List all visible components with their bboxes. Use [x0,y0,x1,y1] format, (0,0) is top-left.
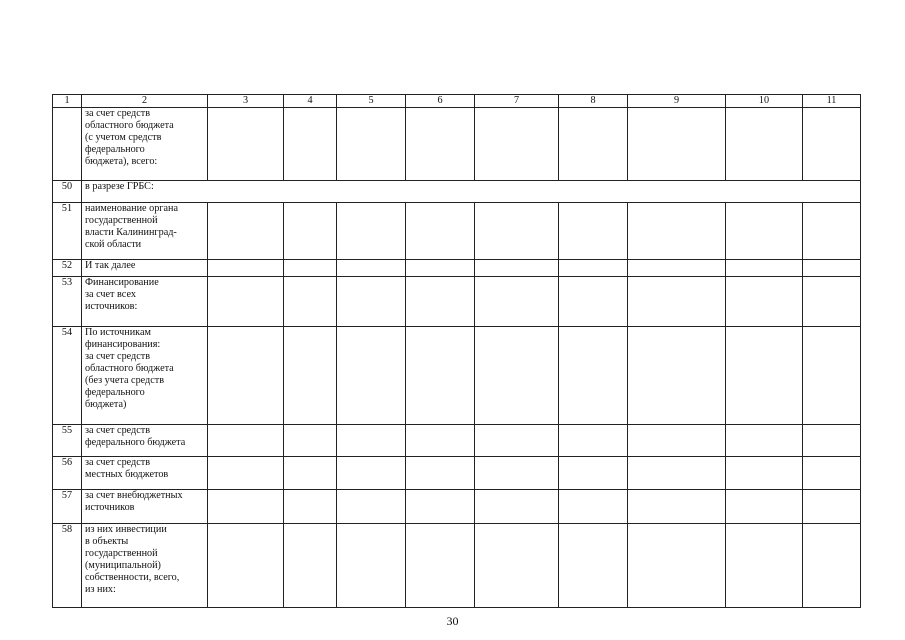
table-cell [406,203,475,260]
table-cell [284,425,337,457]
table-cell [559,425,628,457]
table-cell [475,203,559,260]
table-cell [803,490,861,524]
table-cell [208,524,284,608]
table-cell [337,260,406,277]
row-name: Финансирование за счет всех источников: [82,277,208,327]
table-cell [284,203,337,260]
table-cell [726,524,803,608]
table-cell [208,327,284,425]
table-cell [208,203,284,260]
table-cell [337,524,406,608]
table-cell [803,524,861,608]
table-cell [559,457,628,490]
table-cell [726,277,803,327]
table-cell [284,327,337,425]
table-cell [726,457,803,490]
table-cell [337,277,406,327]
table-cell [284,524,337,608]
column-header: 3 [208,95,284,108]
page-number: 30 [446,614,459,628]
table-cell [475,490,559,524]
table-row [53,203,861,260]
table-cell [559,524,628,608]
table-cell [628,203,726,260]
table-cell [284,490,337,524]
header-row [53,95,861,108]
table-cell [406,457,475,490]
table-cell [406,425,475,457]
row-number: 57 [53,490,82,524]
table-cell [628,277,726,327]
table-cell [337,457,406,490]
table-cell [406,108,475,181]
table-cell [284,277,337,327]
table-cell [803,108,861,181]
table-row [53,181,861,203]
row-number [53,108,82,181]
column-header: 11 [803,95,861,108]
row-number: 50 [53,181,82,203]
table-cell [726,425,803,457]
column-header: 4 [284,95,337,108]
table-row [53,425,861,457]
table-cell [803,425,861,457]
row-number: 58 [53,524,82,608]
table-cell [559,277,628,327]
table-cell [726,260,803,277]
table-cell [475,524,559,608]
table-cell [475,425,559,457]
column-header: 2 [82,95,208,108]
table-cell [726,490,803,524]
table-cell [284,457,337,490]
column-header: 7 [475,95,559,108]
row-number: 54 [53,327,82,425]
table-cell [284,260,337,277]
table-cell [406,327,475,425]
column-header: 5 [337,95,406,108]
row-number: 56 [53,457,82,490]
table-cell [475,457,559,490]
column-header: 10 [726,95,803,108]
table-cell [284,108,337,181]
table-cell [628,457,726,490]
table-cell [559,108,628,181]
table-cell [559,490,628,524]
table-row [53,327,861,425]
table-cell [803,260,861,277]
table-cell [803,457,861,490]
table-cell [406,524,475,608]
row-name: за счет внебюджетных источников [82,490,208,524]
table-cell [475,108,559,181]
table-cell [475,277,559,327]
table-cell [628,425,726,457]
budget-table [52,94,861,608]
table-cell [208,425,284,457]
table-cell [208,490,284,524]
row-name: И так далее [82,260,208,277]
table-cell [559,327,628,425]
row-name: из них инвестиции в объекты государственной (муниципальной) собственности, всего, из них: [82,524,208,608]
table-cell [406,490,475,524]
table-cell [628,327,726,425]
table-cell [726,108,803,181]
table-cell [803,203,861,260]
table-cell [208,260,284,277]
row-name: в разрезе ГРБС: [82,181,861,203]
table-cell [628,108,726,181]
table-cell [337,425,406,457]
table-cell [406,277,475,327]
table-cell [559,203,628,260]
table-cell [337,490,406,524]
row-name: за счет средств местных бюджетов [82,457,208,490]
table-row [53,277,861,327]
table-row [53,524,861,608]
table-cell [337,327,406,425]
row-number: 52 [53,260,82,277]
row-name: По источникам финансирования: за счет средств областного бюджета (без учета средств федерального бюджета) [82,327,208,425]
column-header: 6 [406,95,475,108]
table-cell [208,108,284,181]
table-cell [337,108,406,181]
table-cell [406,260,475,277]
table-cell [628,524,726,608]
row-number: 53 [53,277,82,327]
table-cell [803,277,861,327]
table-cell [803,327,861,425]
table-row [53,108,861,181]
row-name: за счет средств федерального бюджета [82,425,208,457]
table-cell [726,203,803,260]
table-cell [208,457,284,490]
table-cell [475,327,559,425]
table-row [53,457,861,490]
column-header: 1 [53,95,82,108]
row-name: за счет средств областного бюджета (с учетом средств федерального бюджета), всего: [82,108,208,181]
row-number: 55 [53,425,82,457]
table-cell [628,490,726,524]
column-header: 9 [628,95,726,108]
table-cell [559,260,628,277]
table-row [53,260,861,277]
table-row [53,490,861,524]
table-cell [208,277,284,327]
table-cell [337,203,406,260]
row-number: 51 [53,203,82,260]
table-cell [475,260,559,277]
table-cell [628,260,726,277]
row-name: наименование органа государственной власти Калининград- ской области [82,203,208,260]
table-cell [726,327,803,425]
column-header: 8 [559,95,628,108]
